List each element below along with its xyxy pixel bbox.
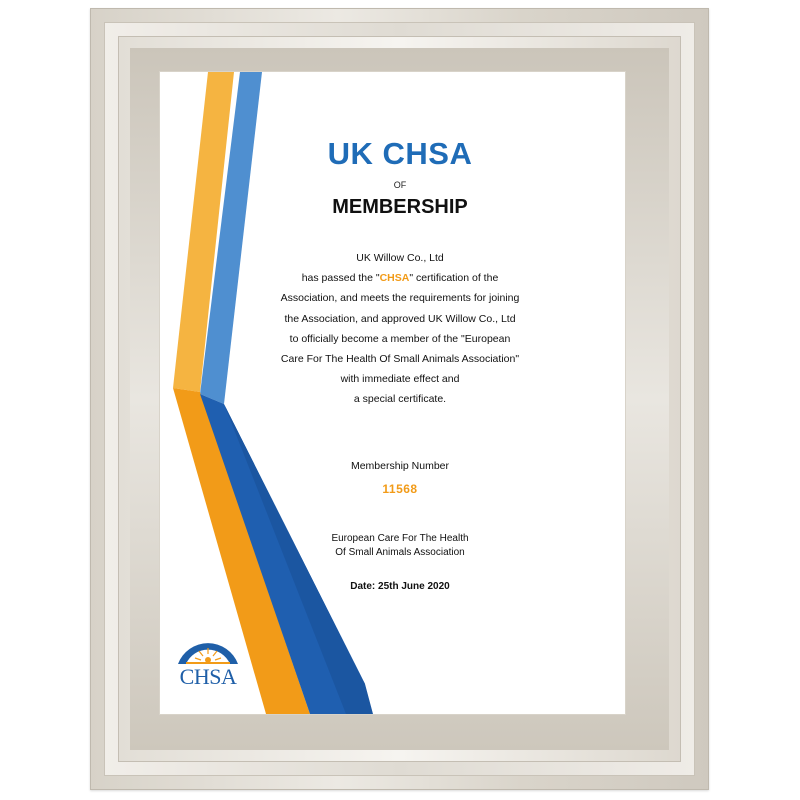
membership-number-label: Membership Number bbox=[350, 460, 450, 472]
logo-wordmark: CHSA bbox=[179, 664, 237, 689]
date-value: 25th June 2020 bbox=[378, 581, 450, 592]
certificate-title: UK CHSA bbox=[327, 136, 473, 171]
certificate-body bbox=[260, 248, 540, 410]
issuer-name: European Care For The Health Of Small Animals Association bbox=[331, 533, 469, 558]
certificate-paper bbox=[160, 72, 625, 714]
chsa-highlight: CHSA bbox=[379, 272, 410, 285]
body-line: has passed the "CHSA" certification of the bbox=[301, 272, 499, 285]
body-line: a special certificate. bbox=[353, 393, 447, 406]
body-line: Care For The Health Of Small Animals Association" bbox=[280, 353, 520, 366]
body-line: with immediate effect and bbox=[340, 373, 460, 386]
certificate-subtitle: MEMBERSHIP bbox=[332, 196, 468, 218]
body-line: the Association, and approved UK Willow Co., Ltd bbox=[284, 312, 516, 325]
of-label: OF bbox=[393, 180, 407, 190]
body-line: to officially become a member of the "European bbox=[289, 332, 511, 345]
date-label: Date: bbox=[350, 581, 376, 592]
membership-number: 11568 bbox=[382, 482, 418, 496]
body-line: Association, and meets the requirements for joining bbox=[280, 292, 520, 305]
body-line: UK Willow Co., Ltd bbox=[356, 252, 444, 264]
issue-date bbox=[300, 581, 500, 592]
